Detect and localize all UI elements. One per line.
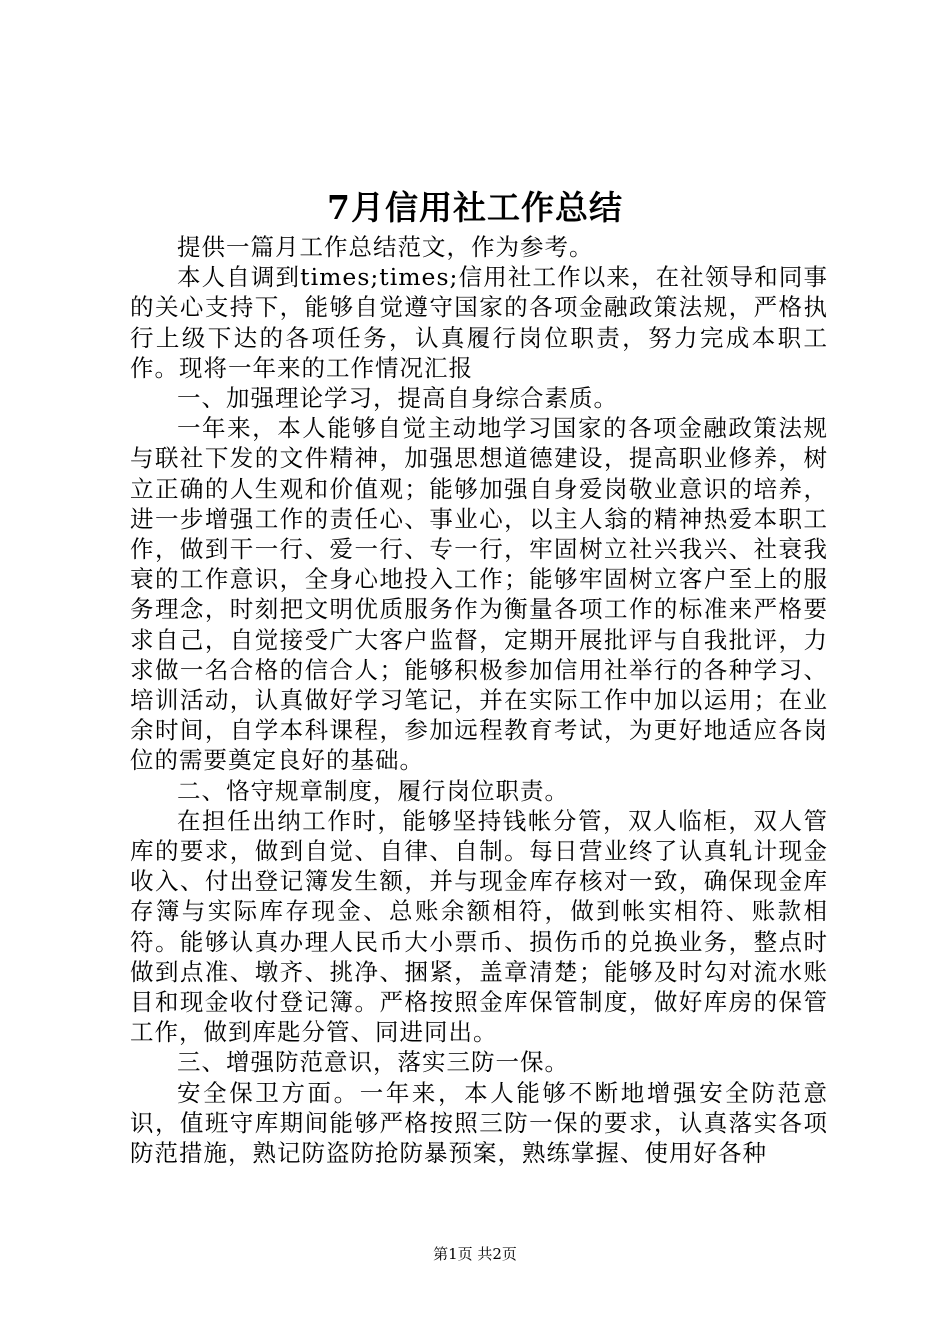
opening-paragraph: 本人自调到times;times;信用社工作以来，在社领导和同事的关心支持下，能够自觉遵守国家的各项金融政策法规，严格执行上级下达的各项任务，认真履行岗位职责，努力完成本职工作。现将一年来的工作情况汇报 xyxy=(130,263,828,382)
section-heading-1: 一、加强理论学习，提高自身综合素质。 xyxy=(177,384,618,413)
document-body xyxy=(130,232,828,1168)
section-body-1: 一年来，本人能够自觉主动地学习国家的各项金融政策法规与联社下发的文件精神，加强思想道德建设，提高职业修养，树立正确的人生观和价值观；能够加强自身爱岗敬业意识的培养，进一步增强工作的责任心、事业心，以主人翁的精神热爱本职工作，做到干一行、爱一行、专一行，牢固树立社兴我兴、社衰我衰的工作意识，全身心地投入工作；能够牢固树立客户至上的服务理念，时刻把文明优质服务作为衡量各项工作的标准来严格要求自己，自觉接受广大客户监督，定期开展批评与自我批评，力求做一名合格的信合人；能够积极参加信用社举行的各种学习、培训活动，认真做好学习笔记，并在实际工作中加以运用；在业余时间，自学本科课程，参加远程教育考试，为更好地适应各岗位的需要奠定良好的基础。 xyxy=(130,414,828,775)
section-heading-3: 三、增强防范意识，落实三防一保。 xyxy=(177,1048,569,1077)
intro-paragraph: 提供一篇月工作总结范文，作为参考。 xyxy=(177,233,594,261)
section-body-3: 安全保卫方面。一年来，本人能够不断地增强安全防范意识，值班守库期间能够严格按照三防一保的要求，认真落实各项防范措施，熟记防盗防抢防暴预案，熟练掌握、使用好各种 xyxy=(130,1078,828,1168)
section-heading-2: 二、恪守规章制度，履行岗位职责。 xyxy=(177,776,569,805)
page-number-footer: 第1页 共2页 xyxy=(433,1245,517,1263)
document-title: 7月信用社工作总结 xyxy=(327,188,623,227)
section-body-2: 在担任出纳工作时，能够坚持钱帐分管，双人临柜，双人管库的要求，做到自觉、自律、自制。每日营业终了认真轧计现金收入、付出登记簿发生额，并与现金库存核对一致，确保现金库存簿与实际库存现金、总账余额相符，做到帐实相符、账款相符。能够认真办理人民币大小票币、损伤币的兑换业务，整点时做到点准、墩齐、挑净、捆紧，盖章清楚；能够及时勾对流水账目和现金收付登记簿。严格按照金库保管制度，做好库房的保管工作，做到库匙分管、同进同出。 xyxy=(130,806,828,1047)
